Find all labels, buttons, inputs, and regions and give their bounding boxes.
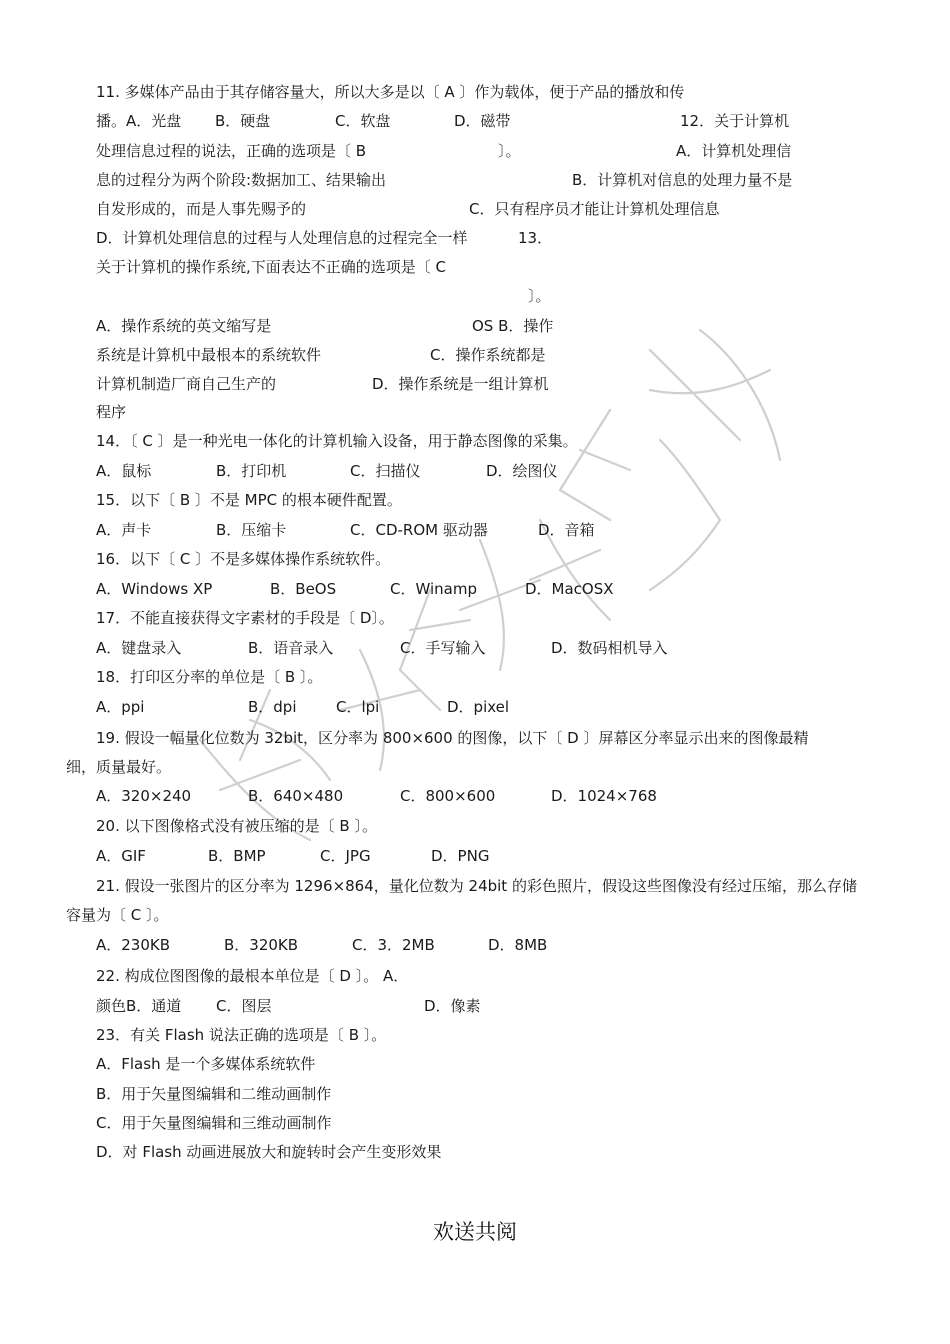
text-line xyxy=(0,226,950,250)
text-segment: C．扫描仪 xyxy=(350,462,421,480)
text-segment: 系统是计算机中最根本的系统软件 xyxy=(96,346,322,364)
text-segment: 自发形成的，而是人事先赐予的 xyxy=(96,200,307,218)
text-line xyxy=(0,1140,950,1164)
text-segment: C．CD-ROM 驱动器 xyxy=(350,521,488,539)
text-segment: 12．关于计算机 xyxy=(680,112,790,130)
text-segment: A．ppi xyxy=(96,698,145,716)
text-segment: 22. 构成位图图像的最根本单位是〔 D 〕。 A． xyxy=(96,967,409,985)
text-segment: D．8MB xyxy=(488,936,548,954)
text-segment: B．压缩卡 xyxy=(216,521,287,539)
text-segment: 息的过程分为两个阶段:数据加工、结果输出 xyxy=(96,171,387,189)
text-line xyxy=(0,284,950,308)
text-line xyxy=(0,994,950,1018)
text-segment: C．lpi xyxy=(336,698,380,716)
text-line xyxy=(0,168,950,192)
text-line xyxy=(0,197,950,221)
text-segment: 程序 xyxy=(96,403,127,421)
text-segment: B．硬盘 xyxy=(215,112,271,130)
text-segment: D．像素 xyxy=(424,997,481,1015)
text-segment: B．语音录入 xyxy=(248,639,334,657)
text-segment: D．音箱 xyxy=(538,521,595,539)
text-segment: D．pixel xyxy=(447,698,510,716)
text-segment: D．计算机处理信息的过程与人处理信息的过程完全一样 xyxy=(96,229,468,247)
text-segment: B．640×480 xyxy=(248,787,344,805)
text-segment: B．BMP xyxy=(208,847,266,865)
text-line xyxy=(0,606,950,630)
footer-text: 欢送共阅 xyxy=(433,1220,517,1244)
text-segment: 20. 以下图像格式没有被压缩的是〔 B 〕。 xyxy=(96,817,377,835)
text-segment: A．声卡 xyxy=(96,521,152,539)
text-line xyxy=(0,1111,950,1135)
text-segment: A．操作系统的英文缩写是 xyxy=(96,317,272,335)
text-line xyxy=(0,518,950,542)
text-segment: B．计算机对信息的处理力量不是 xyxy=(572,171,793,189)
text-segment: 19. 假设一幅量化位数为 32bit，区分率为 800×600 的图像，以下〔 D 〕屏幕区分率显示出来的图像最精 xyxy=(96,729,809,747)
text-segment: A．Windows XP xyxy=(96,580,213,598)
text-segment: 关于计算机的操作系统,下面表达不正确的选项是〔 C xyxy=(96,258,447,276)
text-segment: B．打印机 xyxy=(216,462,287,480)
text-segment: A．计算机处理信 xyxy=(676,142,792,160)
text-segment: D．MacOSX xyxy=(525,580,614,598)
text-line xyxy=(0,964,950,988)
text-line xyxy=(0,459,950,483)
text-line xyxy=(0,665,950,689)
text-segment: D．操作系统是一组计算机 xyxy=(372,375,549,393)
text-segment: 11. 多媒体产品由于其存储容量大，所以大多是以〔 A 〕作为载体，便于产品的播放和传 xyxy=(96,83,685,101)
text-segment: C．软盘 xyxy=(335,112,391,130)
text-segment: D．绘图仪 xyxy=(486,462,558,480)
text-line xyxy=(0,814,950,838)
text-segment: C．手写输入 xyxy=(400,639,486,657)
text-segment: C．JPG xyxy=(320,847,371,865)
text-segment: 15．以下〔 B 〕不是 MPC 的根本硬件配置。 xyxy=(96,491,402,509)
text-line xyxy=(0,695,950,719)
text-segment: C．只有程序员才能让计算机处理信息 xyxy=(469,200,720,218)
text-segment: B．320KB xyxy=(224,936,299,954)
text-line xyxy=(0,139,950,163)
text-segment: B．用于矢量图编辑和二维动画制作 xyxy=(96,1085,332,1103)
text-line xyxy=(0,874,950,898)
text-segment: D．1024×768 xyxy=(551,787,657,805)
text-segment: 23．有关 Flash 说法正确的选项是〔 B 〕。 xyxy=(96,1026,387,1044)
text-segment: 16．以下〔 C 〕不是多媒体操作系统软件。 xyxy=(96,550,391,568)
text-segment: 颜色B．通道 xyxy=(96,997,182,1015)
text-segment: 13． xyxy=(518,229,553,247)
text-line xyxy=(0,109,950,133)
text-segment: A．Flash 是一个多媒体系统软件 xyxy=(96,1055,316,1073)
text-segment: C．图层 xyxy=(216,997,272,1015)
text-line xyxy=(0,400,950,424)
text-segment: 细，质量最好。 xyxy=(66,758,172,776)
text-segment: A．鼠标 xyxy=(96,462,152,480)
text-segment: D．数码相机导入 xyxy=(551,639,668,657)
text-segment: 计算机制造厂商自己生产的 xyxy=(96,375,277,393)
text-line xyxy=(0,577,950,601)
text-segment: A．键盘录入 xyxy=(96,639,182,657)
text-segment: C．3．2MB xyxy=(352,936,435,954)
text-line xyxy=(0,844,950,868)
text-segment: C．Winamp xyxy=(390,580,477,598)
text-segment: D．磁带 xyxy=(454,112,511,130)
text-segment: C．800×600 xyxy=(400,787,496,805)
text-segment: B．BeOS xyxy=(270,580,337,598)
text-line xyxy=(0,1023,950,1047)
text-segment: A．230KB xyxy=(96,936,171,954)
text-line xyxy=(0,1082,950,1106)
text-segment: D．对 Flash 动画进展放大和旋转时会产生变形效果 xyxy=(96,1143,442,1161)
text-segment: 18．打印区分率的单位是〔 B 〕。 xyxy=(96,668,323,686)
text-segment: 14．〔 C 〕是一种光电一体化的计算机输入设备，用于静态图像的采集。 xyxy=(96,432,578,450)
text-segment: 播。A．光盘 xyxy=(96,112,182,130)
text-line xyxy=(0,314,950,338)
text-segment: 21. 假设一张图片的区分率为 1296×864，量化位数为 24bit 的彩色照片，假设这些图像没有经过压缩，那么存储 xyxy=(96,877,857,895)
text-line xyxy=(0,755,950,779)
text-segment: 容量为〔 C 〕。 xyxy=(66,906,169,924)
text-line xyxy=(0,255,950,279)
text-segment: D．PNG xyxy=(431,847,490,865)
text-line xyxy=(0,1052,950,1076)
text-line xyxy=(0,343,950,367)
text-line xyxy=(0,726,950,750)
text-line xyxy=(0,429,950,453)
text-line xyxy=(0,933,950,957)
text-line xyxy=(0,903,950,927)
text-segment: 17．不能直接获得文字素材的手段是〔 D〕。 xyxy=(96,609,394,627)
text-segment: C．用于矢量图编辑和三维动画制作 xyxy=(96,1114,332,1132)
text-segment: C．操作系统都是 xyxy=(430,346,546,364)
text-line xyxy=(0,80,950,104)
text-segment: A．320×240 xyxy=(96,787,192,805)
text-segment: 〕。 xyxy=(498,142,521,160)
text-segment: OS B．操作 xyxy=(472,317,554,335)
text-segment: 〕。 xyxy=(528,287,551,305)
text-line xyxy=(0,488,950,512)
text-segment: 处理信息过程的说法，正确的选项是〔 B xyxy=(96,142,367,160)
text-segment: B．dpi xyxy=(248,698,297,716)
text-line xyxy=(0,636,950,660)
text-segment: A．GIF xyxy=(96,847,146,865)
text-line xyxy=(0,372,950,396)
text-line xyxy=(0,784,950,808)
text-line xyxy=(0,547,950,571)
